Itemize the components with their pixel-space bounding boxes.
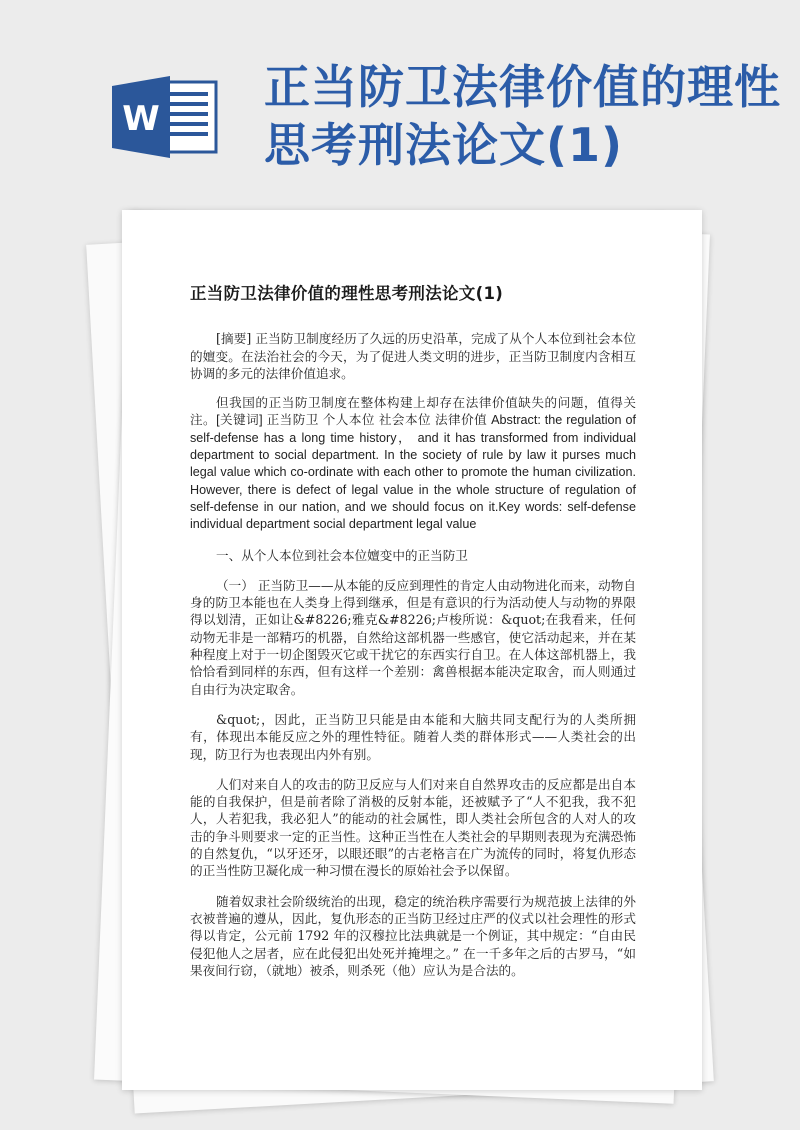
keywords-paragraph: 但我国的正当防卫制度在整体构建上却存在法律价值缺失的问题，值得关注。[关键词] 正当防卫 个人本位 社会本位 法律价值 Abstract: the regulation of self-defense has a long time history， and it has transformed from individual department to social department. In the society of rule by law it purses much legal value which co-ordinate with each other to promote the human civilization. However, there is defect of legal value in the whole structure of regulation of self-defense in our nation, and we should focus on it.Key words: self-defense individual department social department legal value: [190, 396, 636, 532]
abstract-paragraph: [摘要] 正当防卫制度经历了久远的历史沿革，完成了从个人本位到社会本位的嬗变。在法治社会的今天，为了促进人类文明的进步，正当防卫制度内含相互协调的多元的法律价值追求。: [190, 331, 636, 381]
body-paragraph: 人们对来自人的攻击的防卫反应与人们对来自自然界攻击的反应都是出自本能的自我保护，但是前者除了消极的反射本能，还被赋予了“人不犯我，我不犯人，人若犯我，我必犯人”的能动的社会属性，即人类社会所包含的人对人的攻击的争斗则要求一定的正当性。这种正当性在人类社会的早期则表现为充满恐怖的自然复仇，“以牙还牙，以眼还眼”的古老格言在广为流传的同时，将复仇形态的正当性防卫凝化成一种习惯在漫长的原始社会予以保留。: [190, 776, 636, 879]
document-body: [190, 285, 636, 992]
section-heading: 一、从个人本位到社会本位嬗变中的正当防卫: [216, 547, 468, 563]
svg-text:W: W: [122, 99, 160, 139]
body-paragraph: &quot;，因此，正当防卫只能是由本能和大脑共同支配行为的人类所拥有，体现出本能反应之外的理性特征。随着人类的群体形式——人类社会的出现，防卫行为也表现出内外有别。: [190, 711, 636, 762]
body-paragraph: 随着奴隶社会阶级统治的出现，稳定的统治秩序需要行为规范披上法律的外衣被普遍的遵从，因此，复仇形态的正当防卫经过庄严的仪式以社会理性的形式得以肯定，公元前 1792 年的汉穆拉比法典就是一个例证，其中规定：“自由民侵犯他人之居者，应在此侵犯出处死并掩埋之。” 在一千多年之后的古罗马，“如果夜间行窃，（就地）被杀，则杀死（他）应认为是合法的。: [190, 893, 636, 978]
page-title: 正当防卫法律价值的理性思考刑法论文(1): [264, 60, 781, 172]
body-paragraph: （一） 正当防卫——从本能的反应到理性的肯定人由动物进化而来，动物自身的防卫本能也在人类身上得到继承，但是有意识的行为活动使人与动物的界限得以划清，正如让&#8226;雅克&#8226;卢梭所说：&quot;在我看来，任何动物无非是一部精巧的机器，自然给这部机器一些感官，使它活动起来，并在某种程度上对于一切企图毁灭它或干扰它的东西实行自卫。在人体这部机器上，我恰恰看到同样的东西，但有这样一个差别：禽兽根据本能决定取舍，而人则通过自由行为决定取舍。: [190, 577, 636, 697]
document-title: 正当防卫法律价值的理性思考刑法论文(1): [190, 284, 504, 303]
